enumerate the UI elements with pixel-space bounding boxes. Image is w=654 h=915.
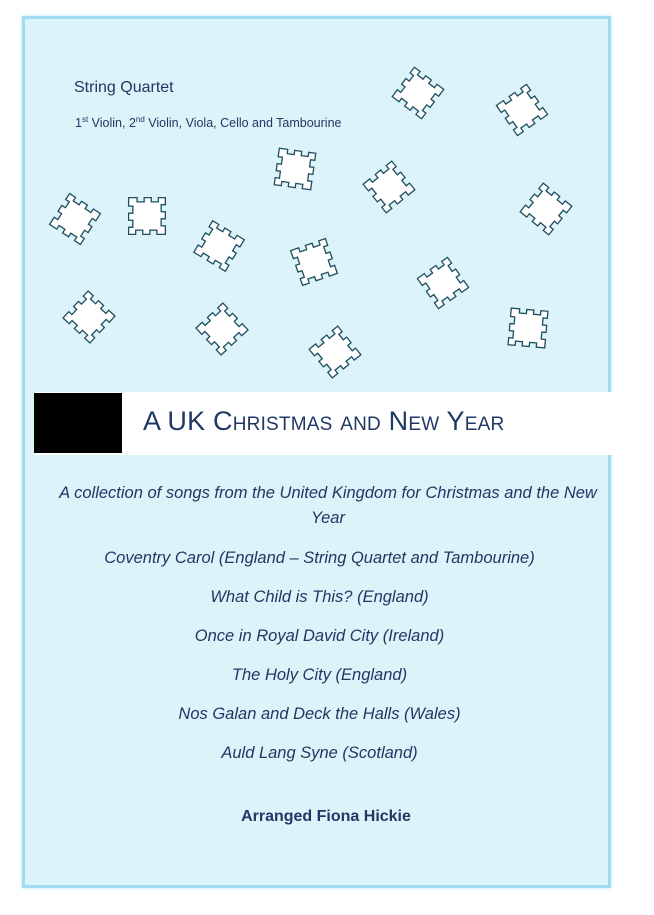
snowflake-tile-icon xyxy=(44,188,106,250)
snowflake-tile-icon xyxy=(306,323,363,380)
first-violin-text: Violin, xyxy=(88,116,129,130)
collection-description: A collection of songs from the United Kingdom for Christmas and the New Year xyxy=(59,484,597,527)
song-list-item: Coventry Carol (England – String Quartet and Tambourine) xyxy=(104,549,535,567)
snowflake-tile-icon xyxy=(389,64,448,123)
snowflake-tile-icon xyxy=(517,180,574,237)
snowflake-tile-icon xyxy=(279,227,349,297)
remaining-instruments-text: Violin, Viola, Cello and Tambourine xyxy=(144,116,342,130)
snowflake-tile-icon xyxy=(110,179,184,253)
song-list xyxy=(25,546,614,780)
first-violin-ordinal: st xyxy=(81,115,89,124)
snowflake-tile-icon xyxy=(259,133,332,206)
song-list-item: Auld Lang Syne (Scotland) xyxy=(221,744,418,762)
title-band xyxy=(34,392,614,455)
song-list-item: Nos Galan and Deck the Halls (Wales) xyxy=(178,705,461,723)
second-violin-number: 2 xyxy=(128,116,136,130)
first-violin-number: 1 xyxy=(75,116,82,130)
black-block xyxy=(34,393,122,453)
snowflake-tile-icon xyxy=(492,80,552,140)
snowflake-tile-icon xyxy=(491,291,564,364)
snowflake-tile-icon xyxy=(187,214,250,277)
snowflake-tile-icon xyxy=(360,158,417,215)
page-title: A UK Christmas and New Year xyxy=(143,406,505,436)
second-violin-ordinal: nd xyxy=(135,115,145,124)
snowflake-decoration xyxy=(25,19,614,399)
song-list-item: The Holy City (England) xyxy=(231,666,408,684)
snowflake-tile-icon xyxy=(195,302,249,356)
arranger-credit: Arranged Fiona Hickie xyxy=(241,808,411,825)
cover-page xyxy=(22,16,611,888)
song-list-item: What Child is This? (England) xyxy=(210,588,429,606)
snowflake-tile-icon xyxy=(62,290,116,344)
song-list-item: Once in Royal David City (Ireland) xyxy=(194,627,445,645)
snowflake-tile-icon xyxy=(413,253,473,313)
ensemble-label: String Quartet xyxy=(74,79,174,96)
